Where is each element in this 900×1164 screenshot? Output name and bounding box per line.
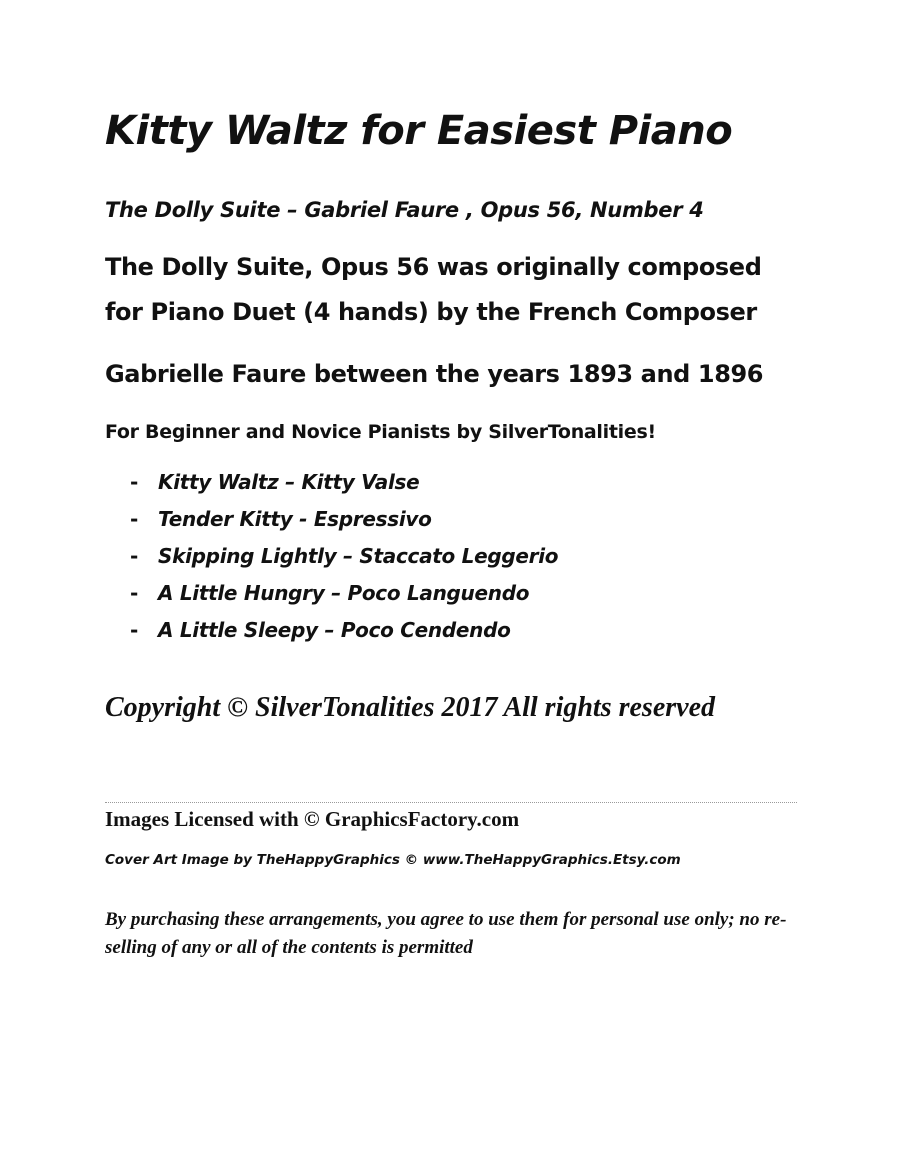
audience-line: For Beginner and Novice Pianists by SilverTonalities!	[105, 421, 656, 443]
description-line-3: Gabrielle Faure between the years 1893 and 1896	[105, 360, 764, 388]
piece-label: Skipping Lightly – Staccato Leggerio	[158, 544, 559, 568]
list-item	[130, 507, 558, 544]
image-license: Images Licensed with © GraphicsFactory.com	[105, 807, 520, 831]
list-item	[130, 544, 558, 581]
usage-disclaimer: By purchasing these arrangements, you agree to use them for personal use only; no re-selling of any or all of the contents is permitted	[105, 909, 787, 958]
piece-label: A Little Sleepy – Poco Cendendo	[158, 618, 511, 642]
list-item	[130, 618, 558, 655]
list-bullet: -	[130, 581, 139, 605]
pieces-list	[130, 470, 558, 655]
description-line-1: The Dolly Suite, Opus 56 was originally composed	[105, 253, 762, 281]
list-item	[130, 470, 558, 507]
cover-art-credit: Cover Art Image by TheHappyGraphics © www.TheHappyGraphics.Etsy.com	[105, 852, 681, 868]
description-line-2: for Piano Duet (4 hands) by the French Composer	[105, 298, 757, 326]
list-bullet: -	[130, 544, 139, 568]
document-subtitle: The Dolly Suite – Gabriel Faure , Opus 56, Number 4	[105, 198, 704, 222]
list-bullet: -	[130, 507, 139, 531]
list-item	[130, 581, 558, 618]
list-bullet: -	[130, 470, 139, 494]
piece-label: Kitty Waltz – Kitty Valse	[158, 470, 420, 494]
list-bullet: -	[130, 618, 139, 642]
copyright-notice: Copyright © SilverTonalities 2017 All rights reserved	[105, 692, 715, 723]
dotted-divider	[105, 802, 797, 803]
piece-label: A Little Hungry – Poco Languendo	[158, 581, 530, 605]
document-title: Kitty Waltz for Easiest Piano	[105, 108, 733, 154]
piece-label: Tender Kitty - Espressivo	[158, 507, 432, 531]
